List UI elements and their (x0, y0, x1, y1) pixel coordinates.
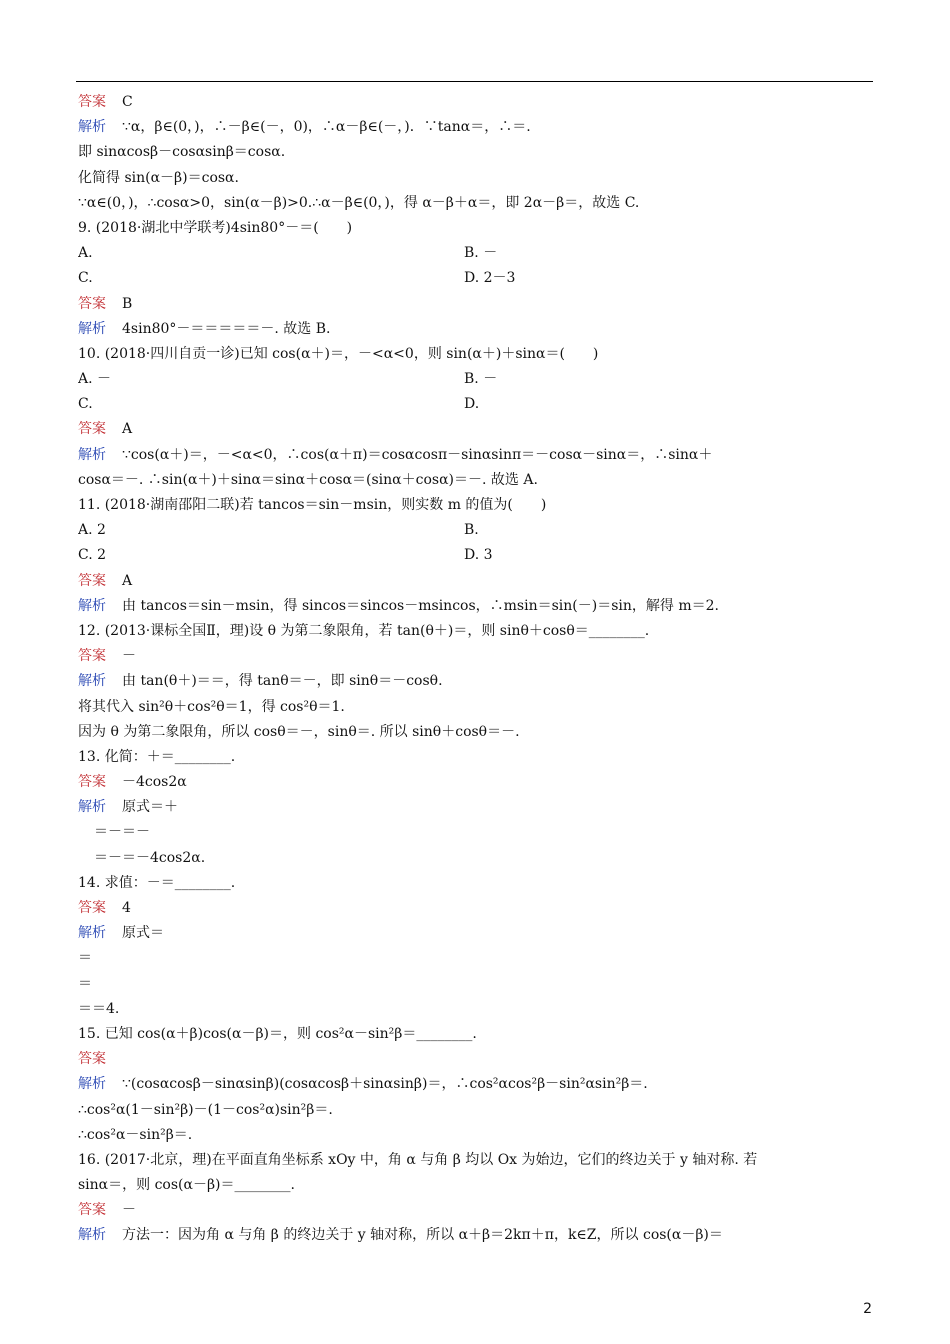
analysis-line (78, 317, 878, 342)
option-left: C. 2 (78, 547, 107, 564)
analysis-line (78, 443, 878, 468)
text-line: ∴cos²α(1－sin²β)－(1－cos²α)sin²β＝. (78, 1101, 333, 1118)
option-left: A. 2 (78, 522, 106, 539)
analysis-label: 解析 (78, 1076, 106, 1093)
option-left: C. (78, 396, 93, 413)
question-line: 9. (2018·湖北中学联考)4sin80°－＝( ) (78, 219, 353, 236)
analysis-line (78, 795, 878, 820)
analysis-label: 解析 (78, 925, 106, 942)
answer-text: － (122, 1202, 136, 1219)
answer-label: 答案 (78, 1051, 106, 1068)
options-row (78, 266, 878, 291)
answer-label: 答案 (78, 774, 106, 791)
options-row (78, 241, 878, 266)
analysis-text: 由 tan(θ＋)＝＝，得 tanθ＝－，即 sinθ＝－cosθ. (122, 673, 443, 690)
answer-line (78, 770, 878, 795)
option-right: B. － (464, 371, 498, 388)
question-line: 10. (2018·四川自贡一诊)已知 cos(α＋)＝，－<α<0，则 sin(α＋)＋sinα＝( ) (78, 345, 599, 362)
analysis-text: 4sin80°－＝＝＝＝＝－. 故选 B. (122, 320, 331, 337)
analysis-label: 解析 (78, 446, 106, 463)
answer-text: A (122, 572, 133, 589)
document-body (78, 90, 878, 1249)
analysis-text: 原式＝＋ (122, 799, 178, 816)
options-row (78, 543, 878, 568)
option-right: D. 3 (464, 547, 493, 564)
text-line: ＝＝4. (78, 1000, 120, 1017)
answer-label: 答案 (78, 648, 106, 665)
answer-text: C (122, 94, 133, 110)
answer-line (78, 644, 878, 669)
question-line: 14. 求值：－＝________. (78, 874, 236, 891)
text-line: ＝ (78, 950, 92, 967)
analysis-label: 解析 (78, 1227, 106, 1244)
answer-label: 答案 (78, 295, 106, 312)
analysis-label: 解析 (78, 119, 106, 136)
text-line: cosα＝－. ∴sin(α＋)＋sinα＝sinα＋cosα＝(sinα＋cosα)＝－. 故选 A. (78, 471, 538, 488)
option-left: A. － (78, 371, 112, 388)
option-right: B. (464, 522, 479, 539)
analysis-text: ∵α，β∈(0，)，∴－β∈(－，0)，∴α－β∈(－，)．∵tanα＝，∴＝. (122, 119, 531, 136)
answer-text: A (122, 421, 133, 438)
analysis-line (78, 669, 878, 694)
analysis-text: 由 tancos＝sin－msin，得 sincos＝sincos－msincos，∴msin＝sin(－)＝sin，解得 m＝2. (122, 597, 719, 614)
text-line: 即 sinαcosβ－cosαsinβ＝cosα. (78, 144, 286, 161)
analysis-line (78, 921, 878, 946)
analysis-text: 方法一：因为角 α 与角 β 的终边关于 y 轴对称，所以 α＋β＝2kπ＋π，k∈Z，所以 cos(α－β)＝ (122, 1227, 723, 1244)
answer-line (78, 896, 878, 921)
analysis-label: 解析 (78, 320, 106, 337)
analysis-text: ∵(cosαcosβ－sinαsinβ)(cosαcosβ＋sinαsinβ)＝，∴cos²αcos²β－sin²αsin²β＝. (122, 1076, 648, 1093)
answer-text: B (122, 295, 133, 312)
text-line: ＝ (78, 975, 92, 992)
answer-label: 答案 (78, 421, 106, 438)
question-line: 11. (2018·湖南邵阳二联)若 tancos＝sin－msin，则实数 m 的值为( ) (78, 497, 547, 513)
answer-label: 答案 (78, 572, 106, 589)
question-line: 15. 已知 cos(α＋β)cos(α－β)＝，则 cos²α－sin²β＝________. (78, 1025, 477, 1042)
analysis-line (78, 115, 878, 140)
analysis-text: 原式＝ (122, 925, 164, 942)
text-line: 将其代入 sin²θ＋cos²θ＝1，得 cos²θ＝1. (78, 698, 345, 715)
analysis-line (78, 1072, 878, 1097)
text-line: ∵α∈(0，)，∴cosα>0，sin(α－β)>0.∴α－β∈(0，)，得 α－β＋α＝，即 2α－β＝，故选 C. (78, 194, 640, 211)
answer-label: 答案 (78, 94, 106, 110)
answer-text: －4cos2α (122, 774, 187, 791)
answer-line (78, 90, 878, 115)
option-left: C. (78, 270, 93, 287)
analysis-line (78, 1223, 878, 1248)
text-line: 化简得 sin(α－β)＝cosα. (78, 169, 239, 186)
text-line: 因为 θ 为第二象限角，所以 cosθ＝－，sinθ＝. 所以 sinθ＋cosθ＝－. (78, 723, 520, 740)
option-right: D. (464, 396, 480, 413)
page-number: 2 (863, 1301, 872, 1317)
option-right: D. 2－3 (464, 270, 516, 287)
options-row (78, 367, 878, 392)
header-rule (76, 81, 873, 82)
answer-line (78, 417, 878, 442)
options-row (78, 392, 878, 417)
analysis-label: 解析 (78, 673, 106, 690)
answer-text: － (122, 648, 136, 665)
analysis-line (78, 594, 878, 619)
option-left: A. (78, 245, 93, 262)
option-right: B. － (464, 245, 498, 262)
analysis-text: ∵cos(α＋)＝，－<α<0，∴cos(α＋π)＝cosαcosπ－sinαsinπ＝－cosα－sinα＝，∴sinα＋ (122, 446, 713, 463)
text-line: sinα＝，则 cos(α－β)＝________. (78, 1177, 295, 1194)
question-line: 13. 化简：＋＝________. (78, 748, 236, 765)
text-line: ∴cos²α－sin²β＝. (78, 1126, 193, 1143)
analysis-label: 解析 (78, 597, 106, 614)
answer-line (78, 1047, 878, 1072)
answer-label: 答案 (78, 900, 106, 916)
answer-line (78, 569, 878, 594)
answer-line (78, 292, 878, 317)
answer-line (78, 1198, 878, 1223)
answer-label: 答案 (78, 1202, 106, 1219)
question-line: 12. (2013·课标全国Ⅱ，理)设 θ 为第二象限角，若 tan(θ＋)＝，则 sinθ＋cosθ＝________. (78, 622, 650, 639)
text-line: ＝－＝－4cos2α. (94, 849, 206, 866)
answer-text: 4 (122, 900, 131, 916)
options-row (78, 518, 878, 543)
text-line: ＝－＝－ (94, 824, 150, 841)
question-line: 16. (2017·北京，理)在平面直角坐标系 xOy 中，角 α 与角 β 均以 Ox 为始边，它们的终边关于 y 轴对称. 若 (78, 1151, 758, 1168)
analysis-label: 解析 (78, 799, 106, 816)
